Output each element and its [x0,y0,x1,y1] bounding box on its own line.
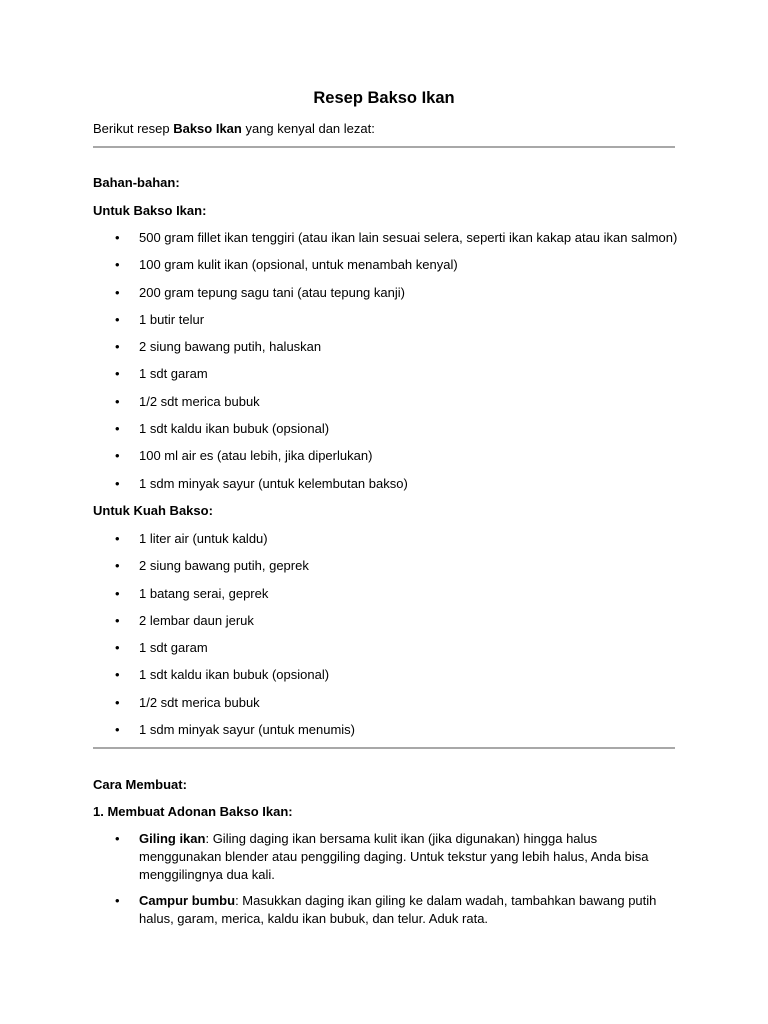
list-item: • 1 sdm minyak sayur (untuk kelembutan bakso) [115,475,408,491]
list-item: • 200 gram tepung sagu tani (atau tepung kanji) [115,284,405,300]
step-text: : Masukkan daging ikan giling ke dalam wadah, tambahkan bawang putih halus, garam, merica, kaldu ikan bubuk, dan telur. Aduk rata. [139,893,657,926]
bullet: • [115,475,120,491]
list-item: • 1 sdm minyak sayur (untuk menumis) [115,722,356,738]
bullet: • [115,284,120,300]
page-title: Resep Bakso Ikan [313,89,455,107]
bullet: • [115,640,120,656]
bullet: • [115,612,120,628]
bullet: • [115,531,120,546]
bakso-ingredient-list [93,229,678,502]
list-item: • 100 ml air es (atau lebih, jika diperlukan) [115,448,373,464]
bullet: • [115,257,120,273]
list-item: • 100 gram kulit ikan (opsional, untuk menambah kenyal) [115,257,458,273]
section-heading-cara: Cara Membuat: [93,777,187,792]
bullet: • [115,311,120,327]
list-item: • 500 gram fillet ikan tenggiri (atau ikan lain sesuai selera, seperti ikan kakap atau ikan salmon) [115,230,678,245]
intro-bold: Bakso Ikan [173,121,242,136]
list-item: • 2 lembar daun jeruk [115,612,254,628]
bullet: • [115,230,120,245]
intro-suffix: yang kenyal dan lezat: [241,121,375,136]
bullet: • [115,558,120,574]
subheading-bakso: Untuk Bakso Ikan: [93,203,207,218]
list-item [93,892,675,928]
step-label: Campur bumbu [139,893,236,908]
list-item: • 1 liter air (untuk kaldu) [115,531,268,546]
intro-text [93,120,375,137]
bullet: • [115,448,120,464]
list-item: • 2 siung bawang putih, geprek [115,558,309,574]
step-label: Giling ikan [139,831,206,846]
list-item: • 1 sdt garam [115,640,208,656]
bullet: • [115,722,120,738]
list-item: • 1 sdt kaldu ikan bubuk (opsional) [115,667,330,683]
list-item: • 1 butir telur [115,311,205,327]
list-item: • 1/2 sdt merica bubuk [115,393,260,409]
list-item: • 1 sdt garam [115,366,208,382]
list-item: • 1 batang serai, geprek [115,585,269,601]
list-item: • 1/2 sdt merica bubuk [115,694,260,710]
bullet: • [115,893,120,908]
bullet: • [115,667,120,683]
bullet: • [115,339,120,355]
divider [93,146,675,148]
step1-list [93,830,675,936]
intro-prefix: Berikut resep [93,121,174,136]
kuah-ingredient-list [93,530,675,748]
bullet: • [115,421,120,437]
list-item: • 2 siung bawang putih, haluskan [115,339,322,355]
bullet: • [115,694,120,710]
bullet: • [115,366,120,382]
step-heading-1: 1. Membuat Adonan Bakso Ikan: [93,804,293,819]
section-heading-bahan: Bahan-bahan: [93,175,180,190]
list-item [93,830,675,884]
bullet: • [115,393,120,409]
step-text: : Giling daging ikan bersama kulit ikan (jika digunakan) hingga halus menggunakan blender atau penggiling daging. Untuk tekstur yang lebih halus, Anda bisa menggilingnya dua kali. [139,831,649,882]
subheading-kuah: Untuk Kuah Bakso: [93,503,213,518]
list-item: • 1 sdt kaldu ikan bubuk (opsional) [115,421,330,437]
divider [93,747,675,749]
bullet: • [115,585,120,601]
bullet: • [115,831,120,846]
